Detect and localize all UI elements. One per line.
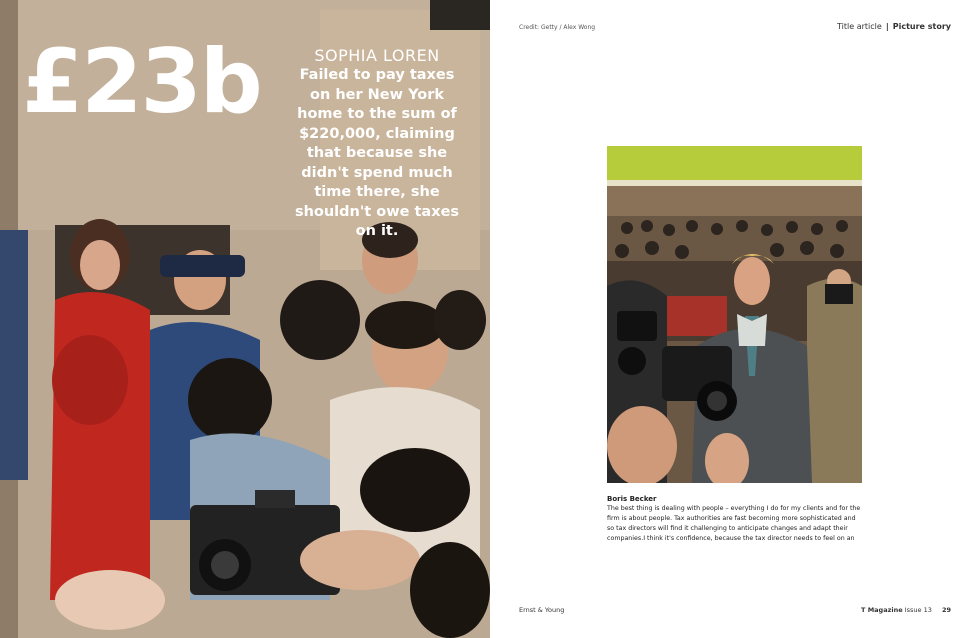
section-label — [837, 22, 951, 31]
quote-name: SOPHIA LOREN — [314, 46, 440, 65]
pull-quote — [292, 46, 462, 242]
caption-body: The best thing is dealing with people – everything I do for my clients and for the firm is about people. Tax authorities are fast becoming more sophisticated and so tax directors will find it challenging to anticipate changes and adapt their companies.I think it's confidence, because the tax director needs to feel on an — [607, 505, 861, 542]
footer-issue: Issue 13 — [904, 606, 932, 614]
caption-name: Boris Becker — [607, 495, 657, 503]
boris-becker-photo — [607, 146, 862, 483]
page-number: 29 — [941, 606, 951, 614]
quote-text: Failed to pay taxes on her New York home to the sum of $220,000, claiming that because she didn't spend much time there, she shouldn't owe taxes on it. — [294, 67, 460, 239]
section-subtitle: Picture story — [892, 22, 951, 31]
footer-publisher: Ernst & Young — [519, 606, 565, 614]
footer-page-info — [861, 606, 951, 614]
photo-caption — [607, 494, 862, 544]
photo-credit: Credit: Getty / Alex Wong — [519, 24, 596, 31]
section-title: Title article — [837, 22, 882, 31]
right-page — [490, 0, 980, 638]
footer-magazine: T Magazine — [861, 606, 903, 614]
section-separator: | — [885, 22, 889, 31]
headline-figure: £23b — [22, 30, 261, 133]
